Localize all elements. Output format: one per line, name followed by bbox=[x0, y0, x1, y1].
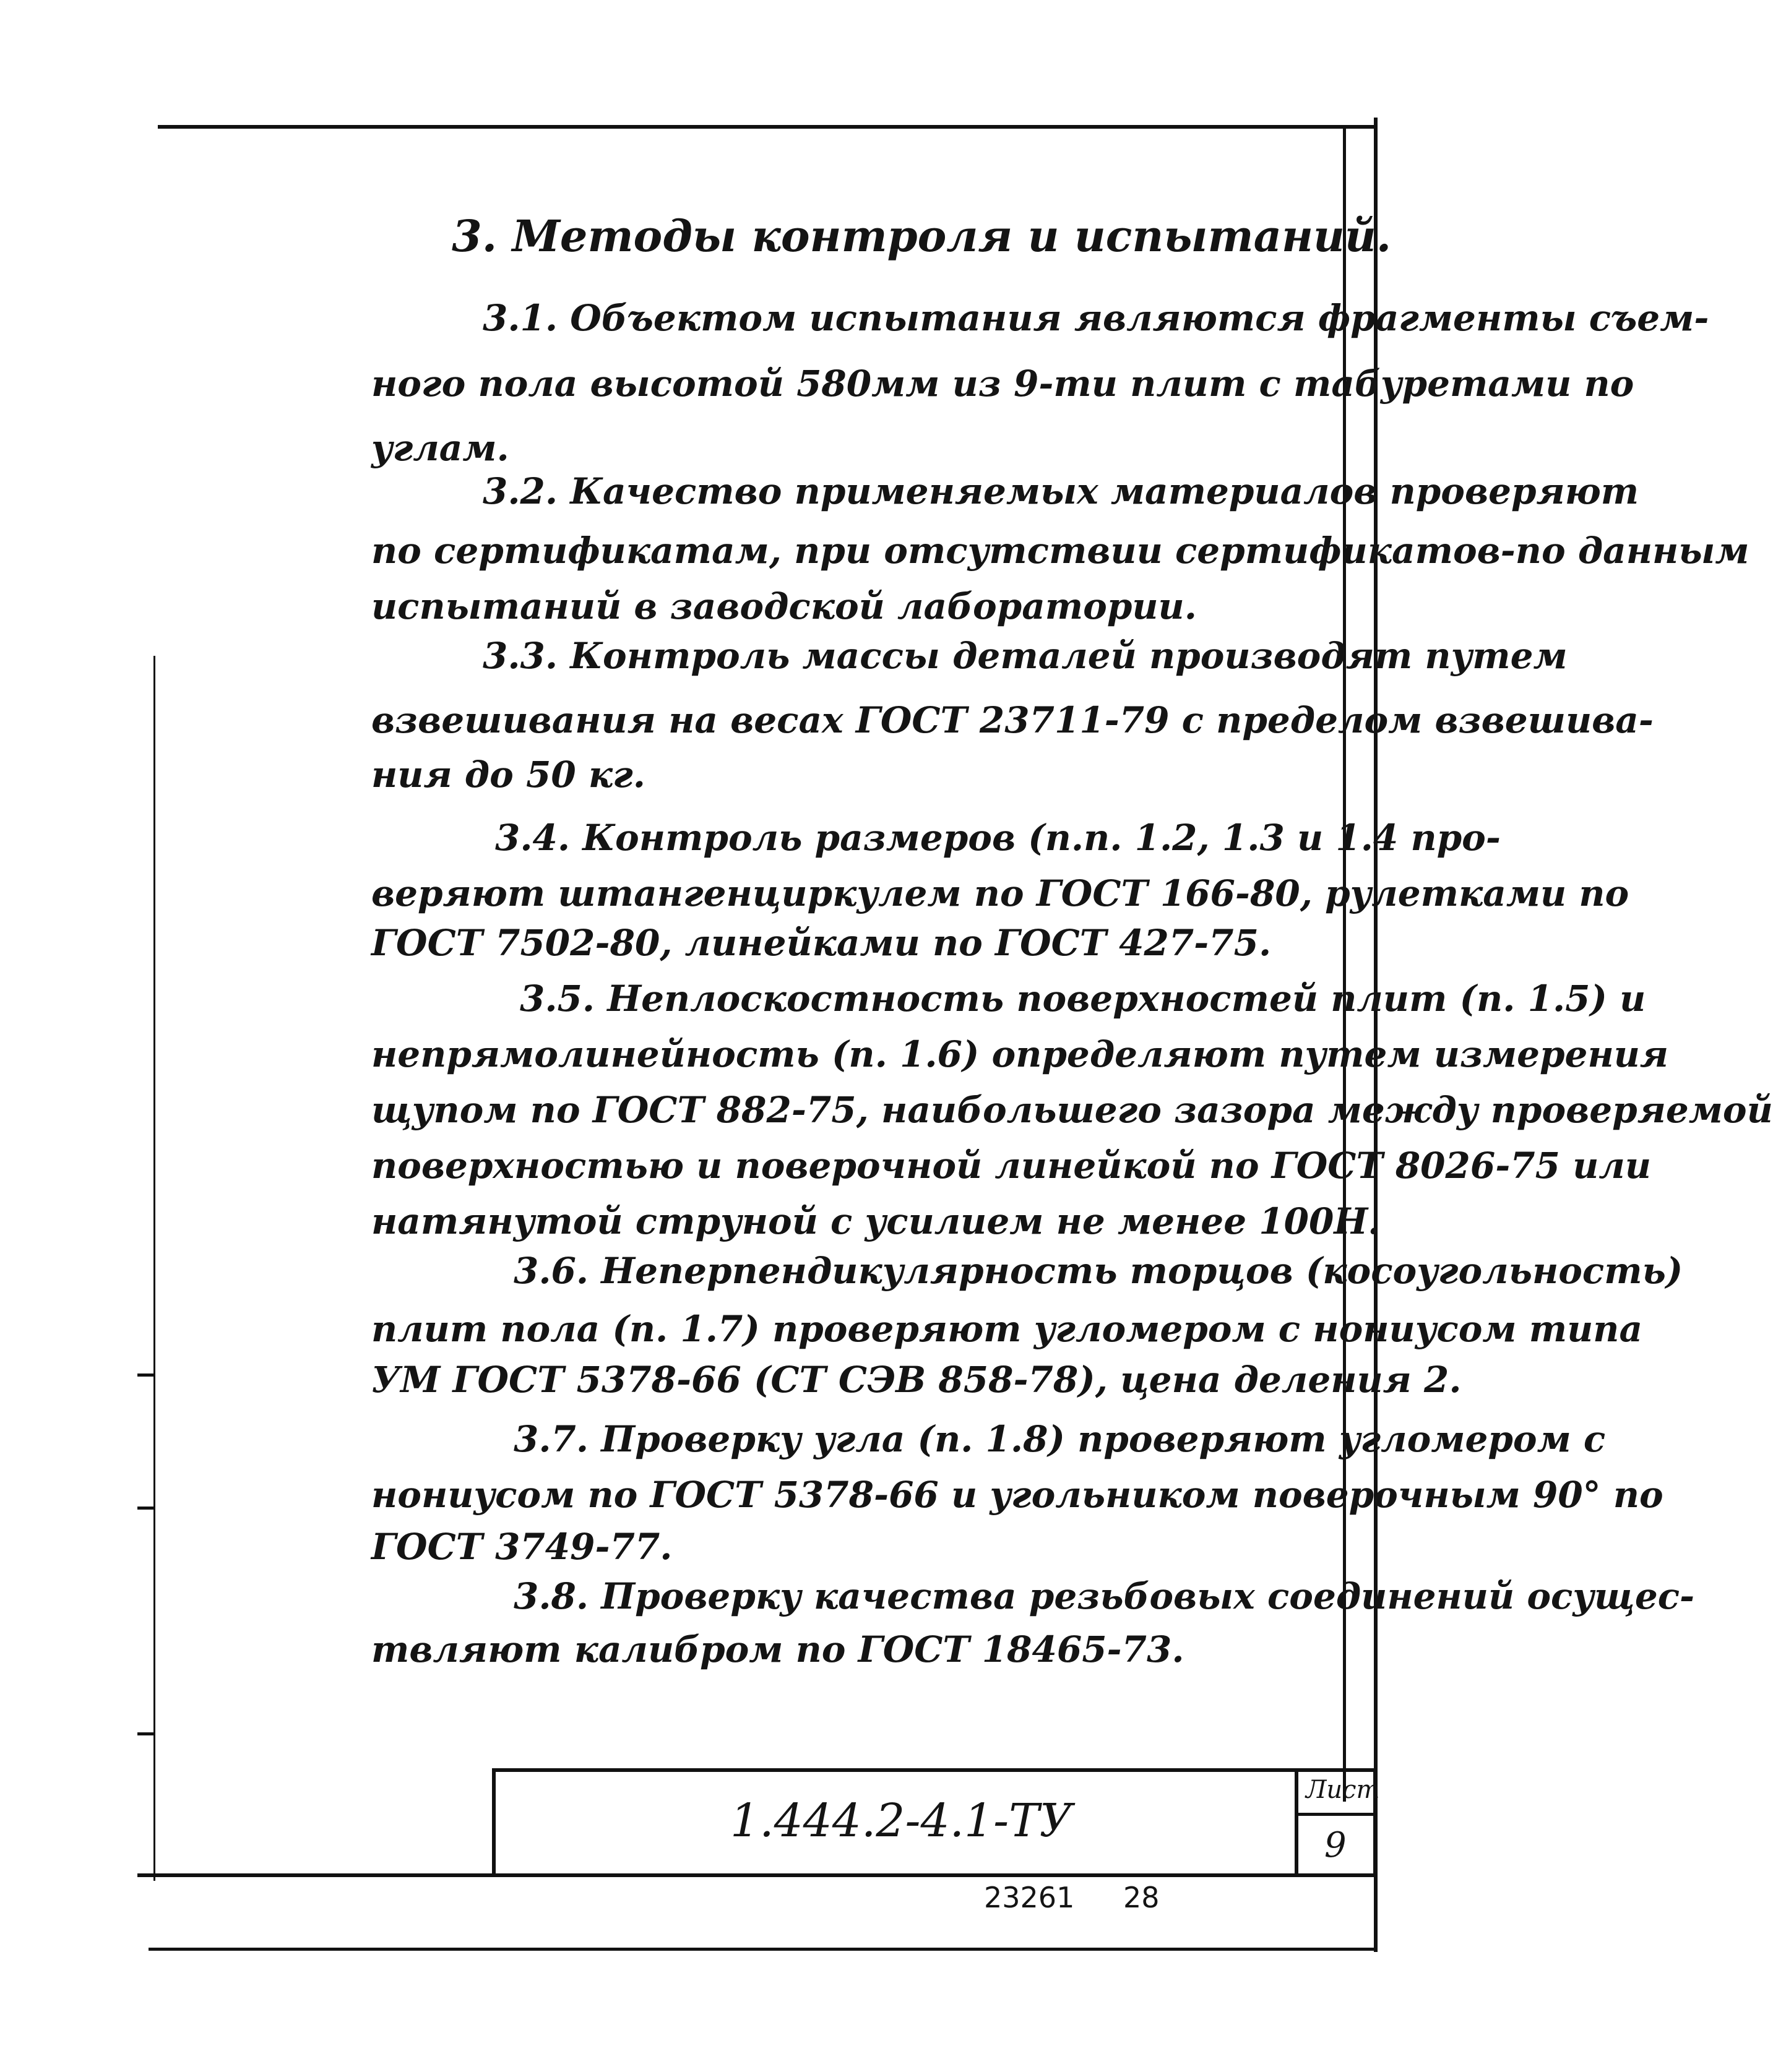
text-line: плит пола (п. 1.7) проверяют угломером с нониусом типа bbox=[371, 1308, 1643, 1350]
text-line: веряют штангенциркулем по ГОСТ 166-80, рулетками по bbox=[371, 872, 1629, 914]
sheet-label: Лист bbox=[1306, 1776, 1380, 1804]
text-line: по сертификатам, при отсутствии сертификатов-по данным bbox=[371, 530, 1749, 572]
text-line: ГОСТ 7502-80, линейками по ГОСТ 427-75. bbox=[371, 922, 1272, 964]
inventory-number: 23261 bbox=[984, 1881, 1075, 1914]
text-line: натянутой струной с усилием не менее 100Н. bbox=[371, 1200, 1381, 1242]
sheet-cell-hline bbox=[1295, 1813, 1377, 1816]
text-line: УМ ГОСТ 5378-66 (СТ СЭВ 858-78), цена деления 2. bbox=[371, 1359, 1462, 1401]
text-line: испытаний в заводской лаборатории. bbox=[371, 585, 1197, 627]
text-line: нониусом по ГОСТ 5378-66 и угольником поверочным 90° по bbox=[371, 1474, 1663, 1516]
text-line: 3.4. Контроль размеров (п.п. 1.2, 1.3 и 1.4 про- bbox=[495, 817, 1501, 859]
text-line: взвешивания на весах ГОСТ 23711-79 с пределом взвешива- bbox=[371, 699, 1654, 741]
document-designation: 1.444.2-4.1-ТУ bbox=[730, 1794, 1072, 1847]
binding-tick-1 bbox=[137, 1373, 155, 1377]
text-line: 3.7. Проверку угла (п. 1.8) проверяют угломером с bbox=[514, 1418, 1606, 1460]
text-line: 3.3. Контроль массы деталей производят путем bbox=[483, 635, 1568, 677]
text-line: 3.6. Неперпендикулярность торцов (косоугольность) bbox=[514, 1250, 1683, 1292]
text-line: 3.1. Объектом испытания являются фрагменты съем- bbox=[483, 297, 1709, 339]
frame-left-line bbox=[153, 656, 155, 1881]
page-number: 28 bbox=[1123, 1881, 1160, 1914]
sheet-cell-divider bbox=[1295, 1768, 1298, 1877]
text-line: ния до 50 кг. bbox=[371, 754, 645, 796]
text-line: углам. bbox=[371, 427, 509, 469]
text-line: твляют калибром по ГОСТ 18465-73. bbox=[371, 1628, 1184, 1670]
text-line: 3.2. Качество применяемых материалов проверяют bbox=[483, 470, 1639, 512]
text-line: щупом по ГОСТ 882-75, наибольшего зазора между проверяемой bbox=[371, 1089, 1773, 1131]
frame-top-line bbox=[158, 125, 1377, 129]
text-line: 3.8. Проверку качества резьбовых соединений осущес- bbox=[514, 1575, 1695, 1617]
sheet-number: 9 bbox=[1324, 1825, 1347, 1865]
text-line: поверхностью и поверочной линейкой по ГОСТ 8026-75 или bbox=[371, 1145, 1652, 1187]
binding-tick-2 bbox=[137, 1507, 155, 1510]
binding-tick-3 bbox=[137, 1732, 155, 1735]
text-line: непрямолинейность (п. 1.6) определяют путем измерения bbox=[371, 1033, 1669, 1075]
text-line: ного пола высотой 580мм из 9-ти плит с табуретами по bbox=[371, 363, 1634, 405]
text-line: ГОСТ 3749-77. bbox=[371, 1526, 673, 1568]
section-title: 3. Методы контроля и испытаний. bbox=[452, 210, 1392, 262]
frame-footer-line bbox=[149, 1948, 1377, 1951]
text-line: 3.5. Неплоскостность поверхностей плит (п. 1.5) и bbox=[520, 978, 1646, 1020]
